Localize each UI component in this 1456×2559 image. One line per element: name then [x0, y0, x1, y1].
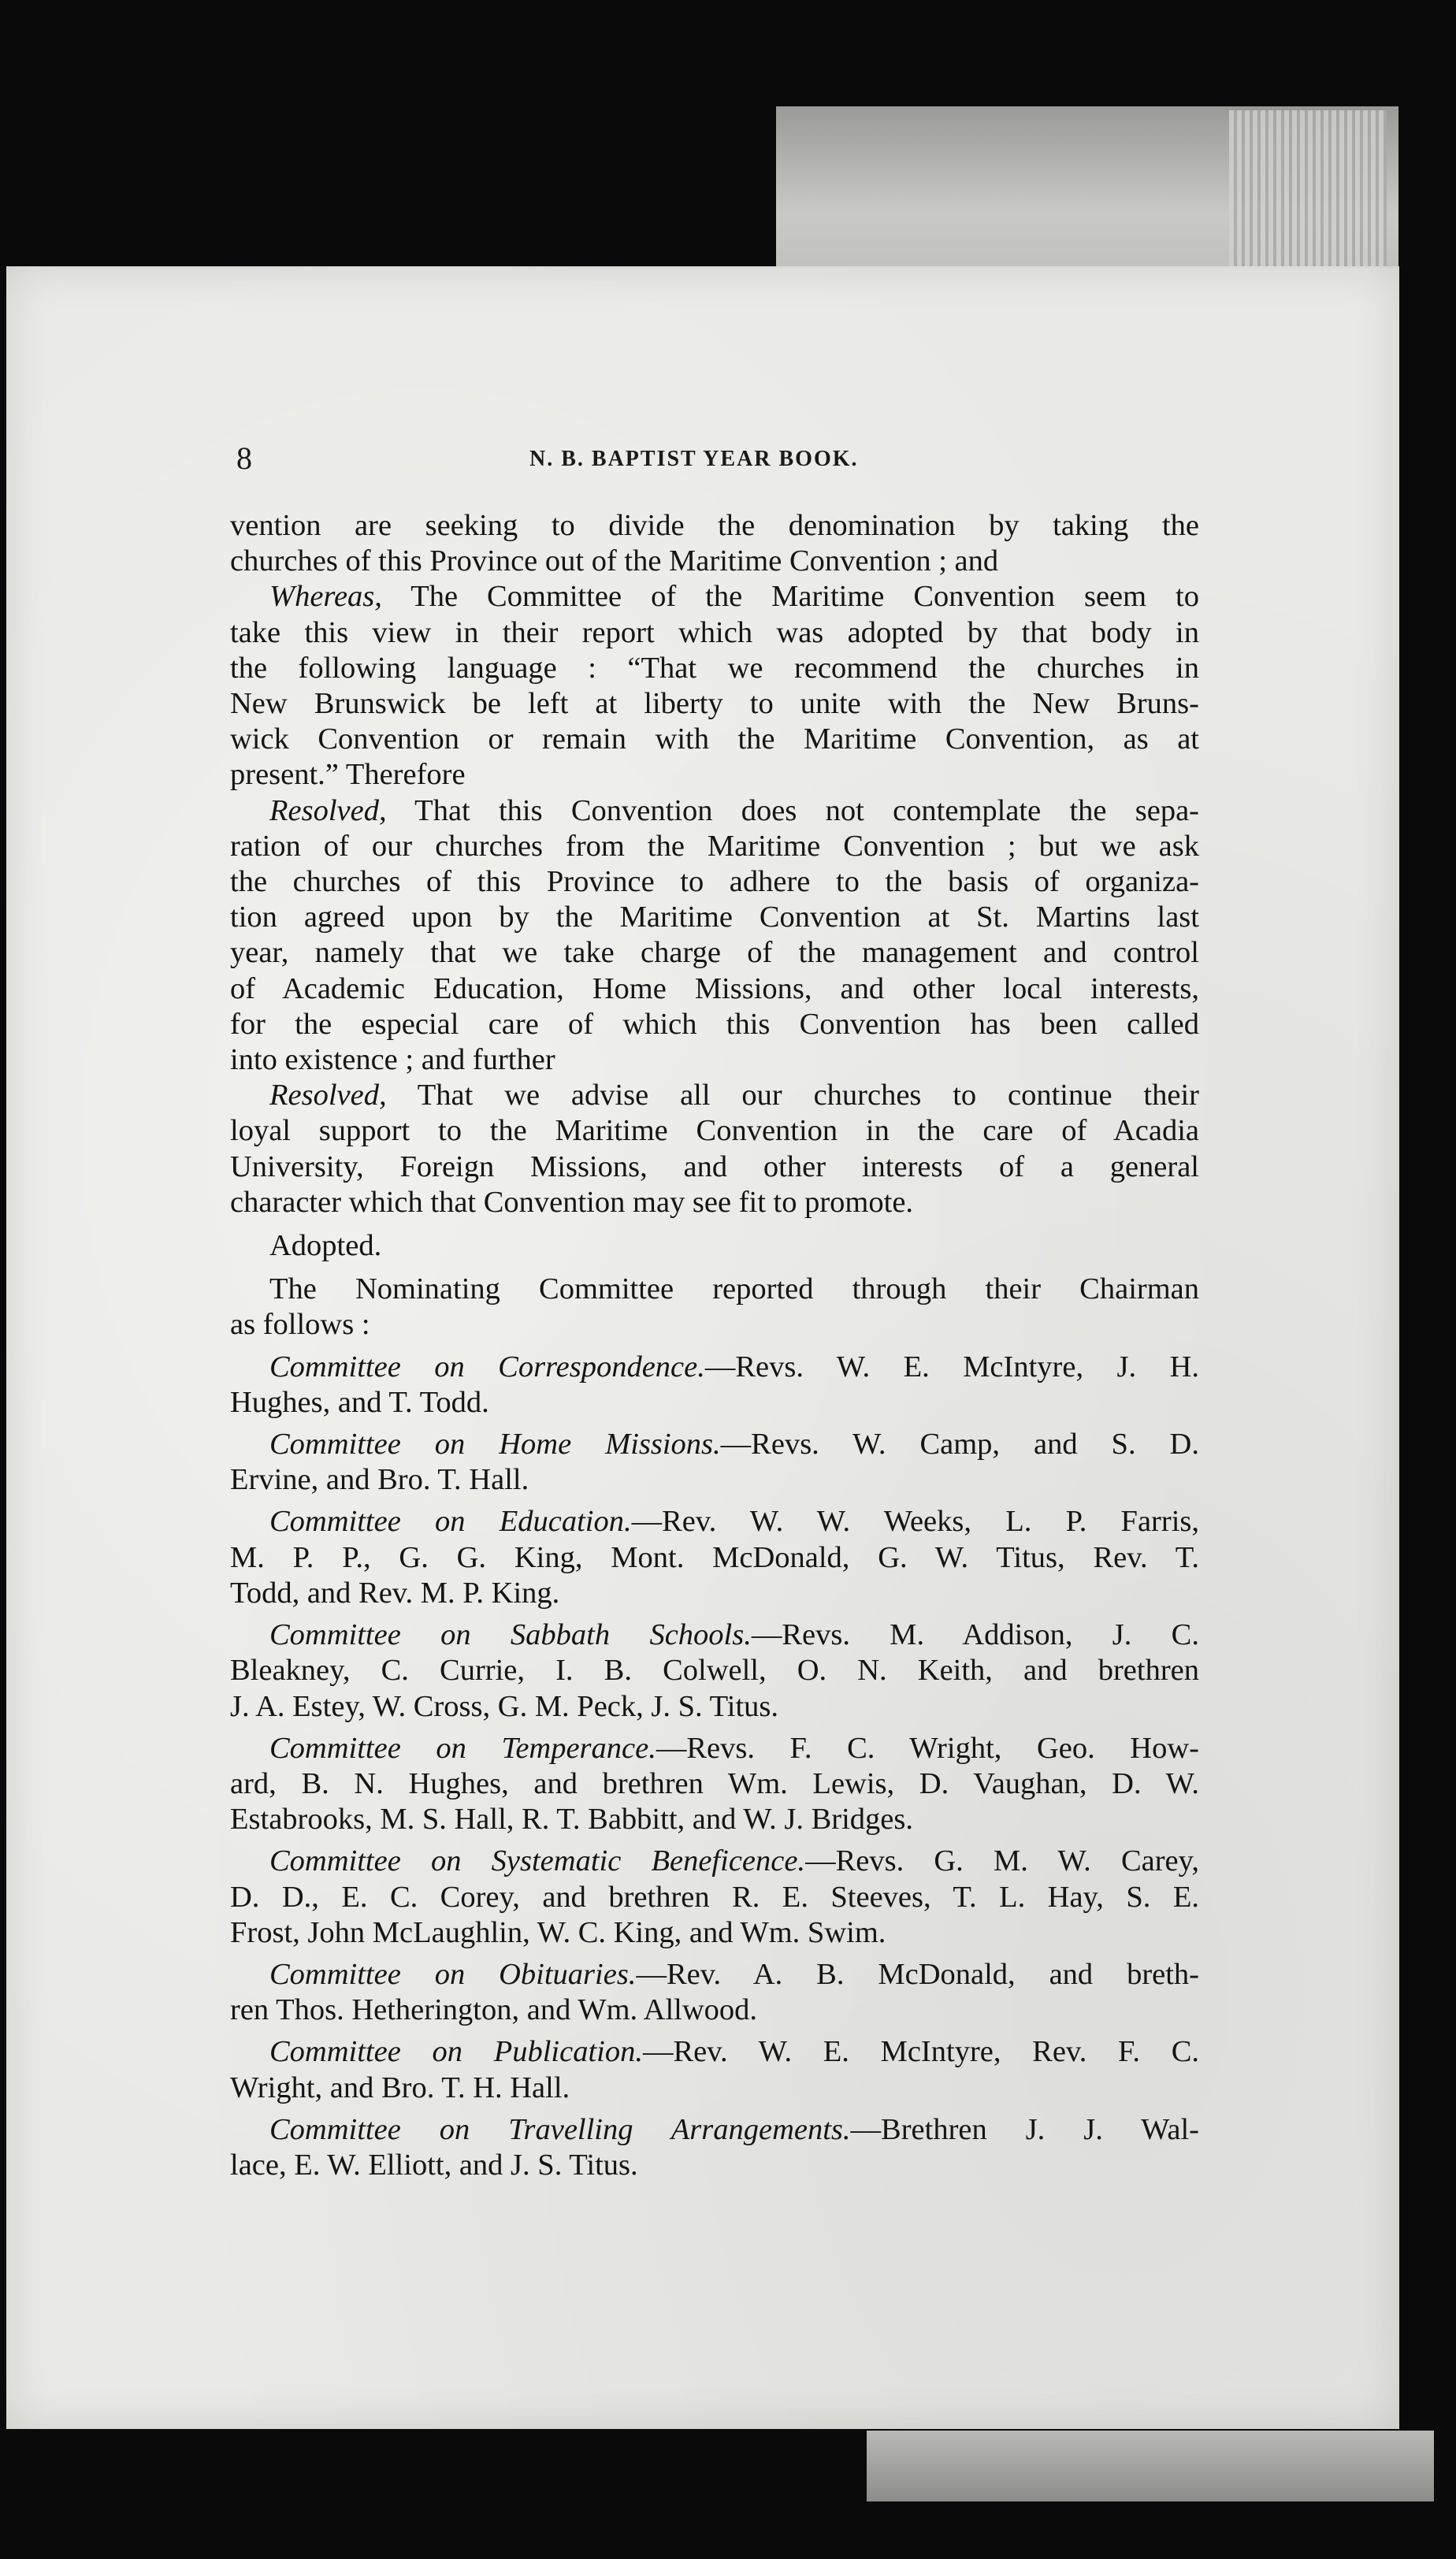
text-line: Resolved, That this Convention does not contemplate the sepa-: [269, 793, 1199, 827]
text-line: ration of our churches from the Maritime Convention ; but we ask: [230, 829, 1199, 863]
text-line: J. A. Estey, W. Cross, G. M. Peck, J. S. Titus.: [230, 1689, 779, 1723]
committee-systematic-beneficence: Committee on Systematic Beneficence.—Revs. G. M. W. Carey,: [269, 1844, 1199, 1878]
text-line: take this view in their report which was adopted by that body in: [230, 615, 1199, 649]
text-line: into existence ; and further: [230, 1043, 555, 1077]
text-line: the following language : “That we recommend the churches in: [230, 651, 1199, 685]
resolved-lead: Resolved,: [269, 1079, 387, 1112]
text-line: of Academic Education, Home Missions, and other local interests,: [230, 971, 1199, 1005]
text-line: churches of this Province out of the Maritime Convention ; and: [230, 544, 999, 578]
text-line: Whereas, The Committee of the Maritime Convention seem to: [269, 580, 1199, 614]
page-number: 8: [236, 440, 252, 476]
running-head: N. B. BAPTIST YEAR BOOK.: [529, 447, 859, 471]
text-line: lace, E. W. Elliott, and J. S. Titus.: [230, 2148, 638, 2182]
text-line: Hughes, and T. Todd.: [230, 1385, 489, 1419]
text-line: the churches of this Province to adhere to the basis of organiza-: [230, 865, 1199, 899]
text-line: year, namely that we take charge of the management and control: [230, 936, 1199, 970]
resolved-lead: Resolved,: [269, 793, 387, 827]
text-line: The Nominating Committee reported through their Chairman: [269, 1272, 1199, 1306]
text-line: Resolved, That we advise all our churches to continue their: [269, 1079, 1199, 1112]
committee-temperance: Committee on Temperance.—Revs. F. C. Wright, Geo. How-: [269, 1731, 1199, 1765]
text-line: Bleakney, C. Currie, I. B. Colwell, O. N. Keith, and brethren: [230, 1654, 1199, 1688]
text-line: tion agreed upon by the Maritime Convention at St. Martins last: [230, 901, 1199, 934]
committee-obituaries: Committee on Obituaries.—Rev. A. B. McDonald, and breth-: [269, 1957, 1199, 1991]
body-text: [230, 508, 1199, 2183]
text-line: University, Foreign Missions, and other interests of a general: [230, 1150, 1199, 1183]
text-line: M. P. P., G. G. King, Mont. McDonald, G. W. Titus, Rev. T.: [230, 1540, 1199, 1574]
text-line: for the especial care of which this Convention has been called: [230, 1007, 1199, 1041]
text-line: Ervine, and Bro. T. Hall.: [230, 1463, 529, 1497]
committee-travelling-arrangements: Committee on Travelling Arrangements.—Brethren J. J. Wal-: [269, 2112, 1199, 2146]
text-line: ard, B. N. Hughes, and brethren Wm. Lewis, D. Vaughan, D. W.: [230, 1766, 1199, 1800]
text-line: ren Thos. Hetherington, and Wm. Allwood.: [230, 1993, 758, 2027]
adopted-line: Adopted.: [269, 1229, 382, 1263]
text-line: present.” Therefore: [230, 758, 466, 792]
scanner-backdrop-top-edge: [1229, 110, 1387, 292]
committee-education: Committee on Education.—Rev. W. W. Weeks, L. P. Farris,: [269, 1505, 1199, 1539]
committee-correspondence: Committee on Correspondence.—Revs. W. E. McIntyre, J. H.: [269, 1350, 1199, 1383]
committee-sabbath-schools: Committee on Sabbath Schools.—Revs. M. Addison, J. C.: [269, 1618, 1199, 1652]
text-line: Estabrooks, M. S. Hall, R. T. Babbitt, and W. J. Bridges.: [230, 1803, 913, 1837]
text-line: vention are seeking to divide the denomination by taking the: [230, 509, 1199, 542]
text-line: wick Convention or remain with the Maritime Convention, as at: [230, 722, 1199, 756]
text-line: D. D., E. C. Corey, and brethren R. E. Steeves, T. L. Hay, S. E.: [230, 1880, 1199, 1914]
committee-publication: Committee on Publication.—Rev. W. E. McIntyre, Rev. F. C.: [269, 2035, 1199, 2069]
whereas-lead: Whereas,: [269, 580, 382, 614]
text-line: Wright, and Bro. T. H. Hall.: [230, 2071, 570, 2104]
text-line: Frost, John McLaughlin, W. C. King, and Wm. Swim.: [230, 1915, 886, 1949]
text-line: as follows :: [230, 1308, 370, 1342]
text-line: loyal support to the Maritime Convention in the care of Acadia: [230, 1114, 1199, 1148]
scanner-backdrop-bottom: [867, 2431, 1434, 2501]
text-line: character which that Convention may see fit to promote.: [230, 1185, 914, 1219]
text-line: New Brunswick be left at liberty to unite with the New Bruns-: [230, 687, 1199, 721]
text-line: Todd, and Rev. M. P. King.: [230, 1576, 560, 1610]
committee-home-missions: Committee on Home Missions.—Revs. W. Camp, and S. D.: [269, 1428, 1199, 1461]
